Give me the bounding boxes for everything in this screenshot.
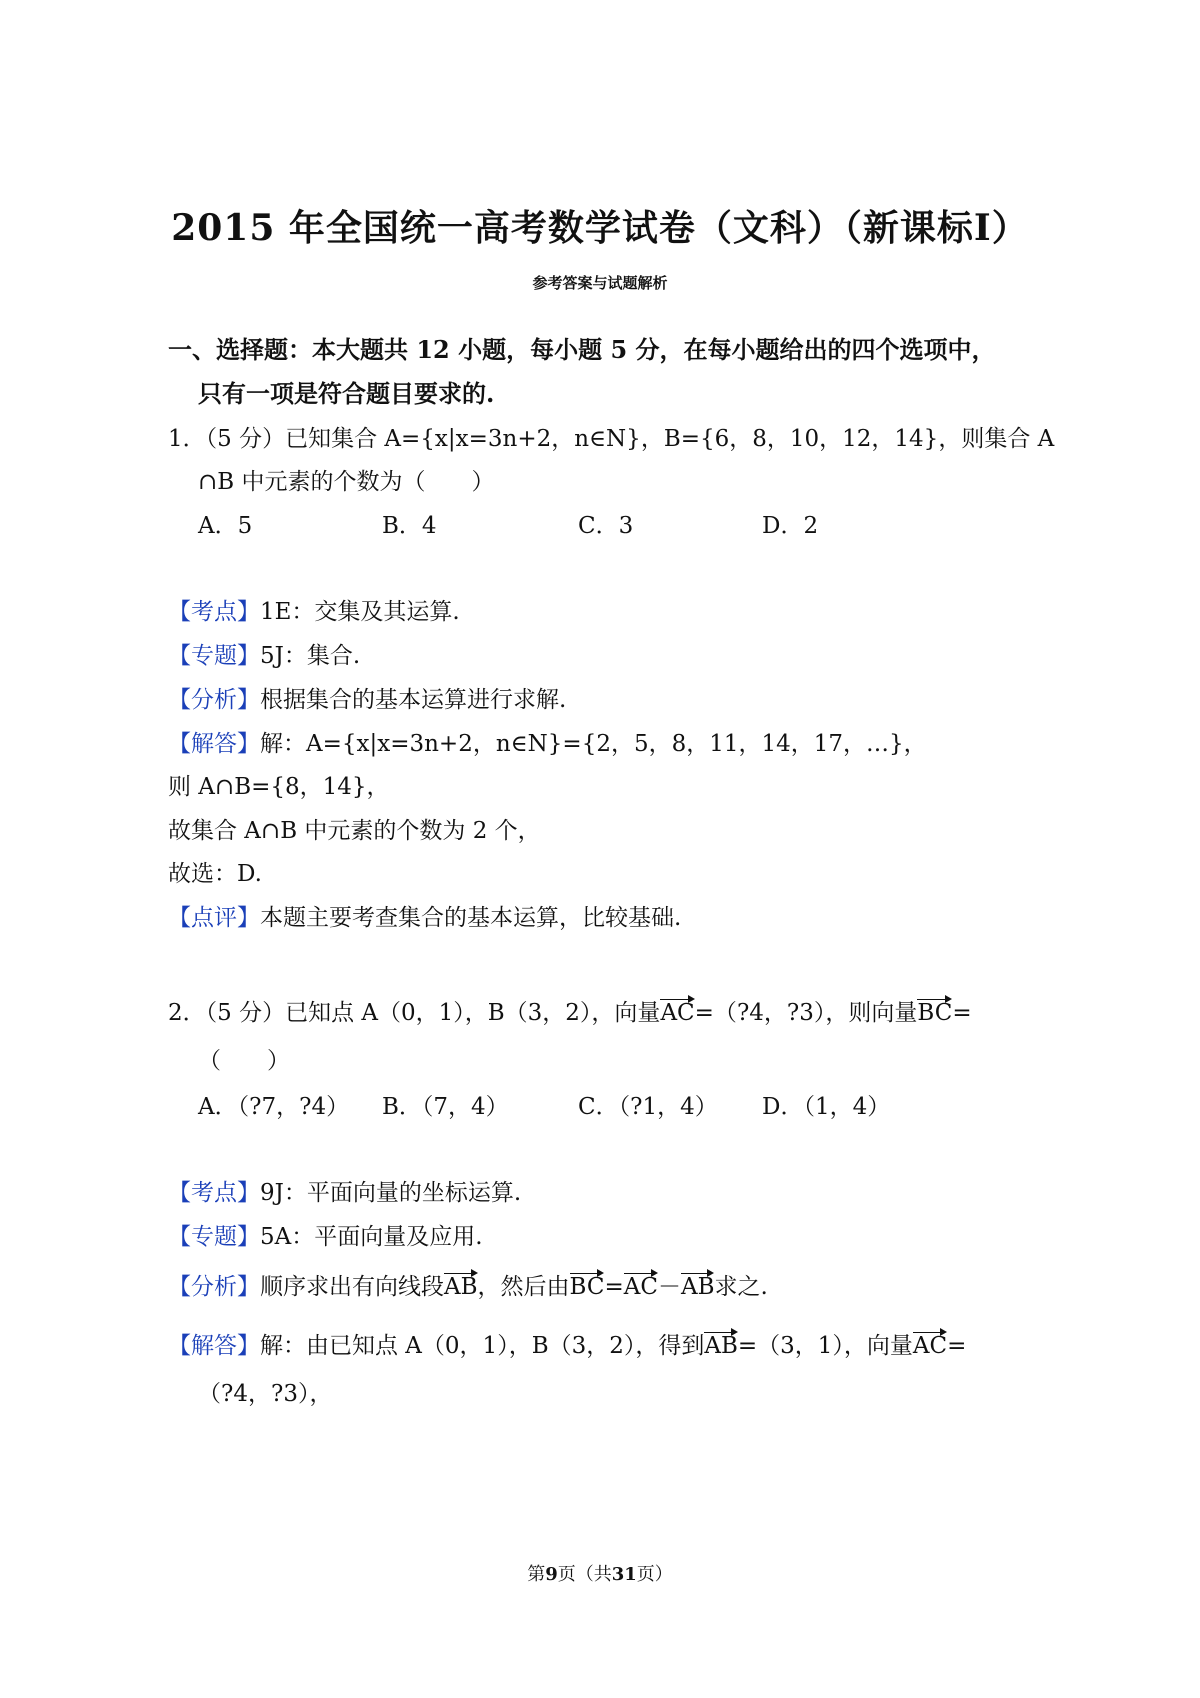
q2-kaodian [168,1174,521,1207]
q2-option-c-text: C．（ [578,1094,631,1120]
footer-total-pages: 31 [611,1564,637,1585]
q2-fenxi [168,1268,768,1301]
page-title: 2015 年全国统一高考数学试卷（文科）（新课标Ⅰ） [171,207,1029,249]
footer-post: 页） [636,1564,673,1585]
fenxi-text-b: ，然后由 [477,1274,570,1300]
fenxi-text-c: = [604,1274,624,1300]
q1-zhuanti [168,637,360,670]
vector-ac: AC [624,1270,658,1300]
kaodian-text: 9J：平面向量的坐标运算. [260,1180,522,1206]
q1-option-a: A．5 [198,513,253,539]
missing-glyph: ? [299,1094,312,1120]
vector-ac: AC [660,996,694,1026]
q2-stem-text-e: = [952,1000,972,1026]
missing-glyph: ? [736,1000,750,1026]
jieda2-text-b: 4， [233,1381,271,1407]
kaodian-tag: 【考点】 [168,1180,260,1206]
zhuanti-text: 5A：平面向量及应用. [260,1224,483,1250]
fenxi-tag: 【分析】 [168,1274,260,1300]
section-heading-line1: 一、选择题：本大题共 12 小题，每小题 5 分，在每小题给出的四个选项中， [168,335,996,364]
q2-option-b: B．（7，4） [382,1094,509,1120]
jieda-tag: 【解答】 [168,1333,260,1359]
q2-jieda-line2 [198,1375,332,1408]
footer-mid: 页（共 [557,1564,612,1585]
vector-ab: AB [704,1329,738,1359]
q1-stem-line2: ∩B 中元素的个数为（ ） [198,469,495,495]
missing-glyph: ? [630,1094,643,1120]
vector-bc: BC [917,996,952,1026]
fenxi-tag: 【分析】 [168,687,260,713]
missing-glyph: ? [786,1000,800,1026]
q2-option-a-text: A．（ [198,1094,250,1120]
jieda-text: 解：A={x|x=3n+2，n∈N}={2，5，8，11，14，17，…}， [260,731,927,757]
q2-stem-line2: （ ） [198,1048,290,1074]
q2-stem-line1 [168,994,972,1027]
kaodian-tag: 【考点】 [168,599,260,625]
q2-stem-text-b: =（ [694,1000,737,1026]
q2-zhuanti [168,1218,483,1251]
q1-dianping [168,899,681,932]
fenxi-text: 根据集合的基本运算进行求解. [260,687,567,713]
q1-fenxi [168,681,566,714]
jieda2-text-a: （ [198,1381,221,1407]
q2-stem-text-c: 4， [749,1000,787,1026]
jieda2-text-c: 3）， [283,1381,333,1407]
zhuanti-tag: 【专题】 [168,1224,260,1250]
q1-kaodian [168,593,460,626]
q2-option-a [198,1088,349,1121]
vector-bc: BC [570,1270,605,1300]
q2-stem-text-a: 2．（5 分）已知点 A（0，1），B（3，2），向量 [168,1000,661,1026]
q2-option-d: D．（1，4） [762,1094,891,1120]
footer-pre: 第 [527,1564,546,1585]
vector-ab: AB [444,1270,478,1300]
dianping-text: 本题主要考查集合的基本运算，比较基础. [260,905,682,931]
dianping-tag: 【点评】 [168,905,260,931]
q2-option-c [578,1088,718,1121]
jieda-text-b: =（3，1），向量 [737,1333,913,1359]
q1-jieda-line2: 则 A∩B={8，14}， [168,774,390,800]
fenxi-text-a: 顺序求出有向线段 [260,1274,444,1300]
fenxi-text-d: － [657,1274,681,1300]
missing-glyph: ? [270,1381,284,1407]
zhuanti-tag: 【专题】 [168,643,260,669]
section-heading-line2: 只有一项是符合题目要求的. [198,379,495,408]
q1-option-d: D．2 [762,513,819,539]
jieda-text-c: = [947,1333,967,1359]
q1-option-c: C．3 [578,513,634,539]
vector-ab: AB [681,1270,715,1300]
q1-jieda-line4: 故选：D. [168,861,262,887]
jieda-text-a: 解：由已知点 A（0，1），B（3，2），得到 [260,1333,705,1359]
q1-jieda-line3: 故集合 A∩B 中元素的个数为 2 个， [168,818,541,844]
zhuanti-text: 5J：集合. [260,643,361,669]
fenxi-text-e: 求之. [714,1274,768,1300]
jieda-tag: 【解答】 [168,731,260,757]
footer-page-number: 9 [545,1564,558,1585]
q1-jieda [168,725,927,758]
missing-glyph: ? [221,1381,234,1407]
q2-option-a-text2: 7， [261,1094,300,1120]
q1-option-b: B．4 [382,513,437,539]
q2-option-c-text2: 1，4） [642,1094,718,1120]
q2-stem-text-d: 3），则向量 [799,1000,918,1026]
q2-option-a-text3: 4） [311,1094,350,1120]
vector-ac: AC [913,1329,947,1359]
missing-glyph: ? [249,1094,262,1120]
page-footer [0,1560,1200,1586]
q2-jieda [168,1327,966,1360]
kaodian-text: 1E：交集及其运算. [260,599,460,625]
page-subtitle: 参考答案与试题解析 [532,274,668,292]
q1-stem-line1: 1．（5 分）已知集合 A={x|x=3n+2，n∈N}，B={6，8，10，12，14}，则集合 A [168,426,1055,452]
